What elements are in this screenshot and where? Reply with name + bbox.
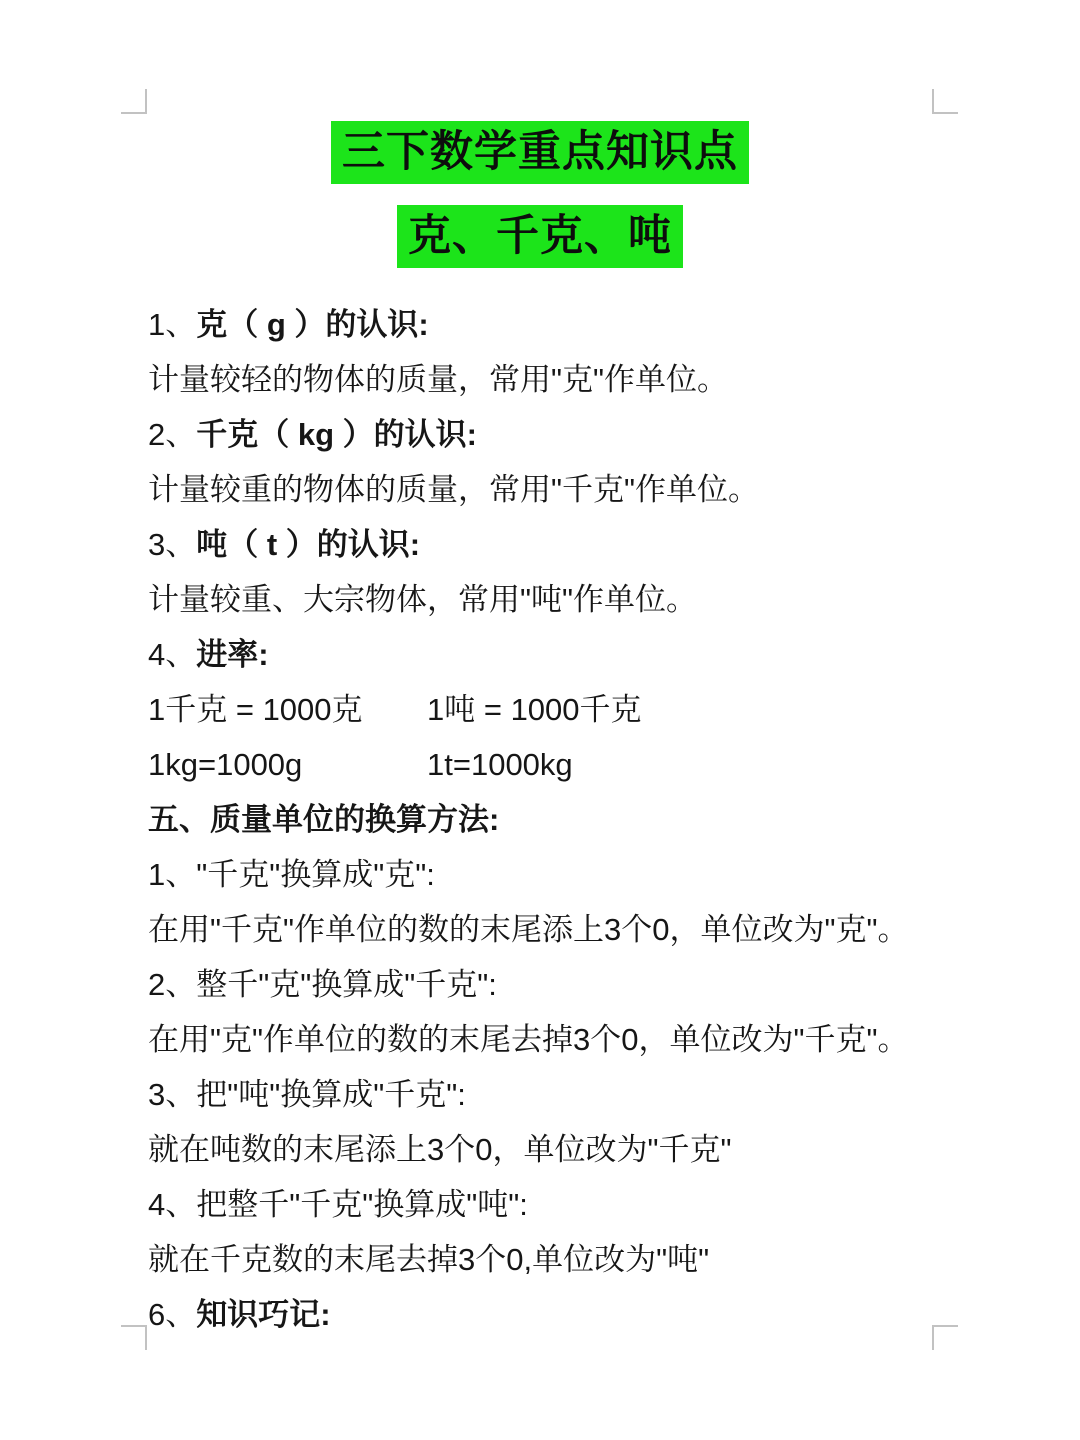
content-line — [148, 517, 948, 572]
line-number-prefix: 2、 — [148, 417, 197, 452]
conversion-formula: 1千克 = 1000克 — [148, 692, 363, 727]
line-text: 克（ g ）的认识: — [196, 307, 429, 342]
line-number-prefix: 4、 — [148, 637, 197, 672]
margin-corner-mark-top-left — [121, 89, 147, 114]
content-line — [148, 1067, 948, 1122]
content-line — [148, 572, 948, 627]
content-line — [148, 627, 948, 682]
content-line — [148, 847, 948, 902]
content-line — [148, 1122, 948, 1177]
content-line — [148, 462, 948, 517]
sub-title: 克、千克、吨 — [397, 205, 683, 268]
line-text: 2、整千"克"换算成"千克": — [148, 967, 497, 1002]
line-text: 3、把"吨"换算成"千克": — [148, 1077, 466, 1112]
title-block — [0, 121, 1080, 289]
content-line — [148, 1012, 948, 1067]
content-line — [148, 407, 948, 462]
content-line — [148, 352, 948, 407]
line-text: 1、"千克"换算成"克": — [148, 857, 435, 892]
content-line — [148, 902, 948, 957]
margin-corner-mark-top-right — [932, 89, 958, 114]
content-line — [148, 957, 948, 1012]
main-title-line — [0, 121, 1080, 184]
line-number-prefix: 3、 — [148, 527, 197, 562]
notes-content — [148, 297, 948, 1342]
content-line — [148, 1232, 948, 1287]
sub-title-line — [0, 205, 1080, 268]
line-text: 进率: — [196, 637, 269, 672]
line-number-prefix: 6、 — [148, 1297, 197, 1332]
conversion-formula: 1吨 = 1000千克 — [427, 692, 642, 727]
content-line — [148, 297, 948, 352]
line-number-prefix: 1、 — [148, 307, 197, 342]
line-text: 千克（ kg ）的认识: — [196, 417, 477, 452]
line-text: 计量较重、大宗物体，常用"吨"作单位。 — [148, 582, 698, 617]
content-line — [148, 737, 948, 792]
line-text: 就在吨数的末尾添上3个0，单位改为"千克" — [148, 1132, 732, 1167]
content-line — [148, 1287, 948, 1342]
line-text: 在用"千克"作单位的数的末尾添上3个0，单位改为"克"。 — [148, 912, 909, 947]
main-title: 三下数学重点知识点 — [331, 121, 749, 184]
line-text: 在用"克"作单位的数的末尾去掉3个0，单位改为"千克"。 — [148, 1022, 909, 1057]
line-text: 五、质量单位的换算方法: — [148, 802, 500, 837]
line-text: 4、把整千"千克"换算成"吨": — [148, 1187, 528, 1222]
content-line — [148, 682, 948, 737]
line-text: 就在千克数的末尾去掉3个0,单位改为"吨" — [148, 1242, 710, 1277]
margin-corner-mark-bottom-left — [121, 1325, 147, 1350]
line-text: 知识巧记: — [196, 1297, 331, 1332]
line-text: 吨（ t ）的认识: — [196, 527, 421, 562]
conversion-formula: 1t=1000kg — [427, 747, 573, 782]
content-line — [148, 792, 948, 847]
conversion-formula: 1kg=1000g — [148, 747, 303, 782]
line-text: 计量较轻的物体的质量，常用"克"作单位。 — [148, 362, 729, 397]
content-line — [148, 1177, 948, 1232]
line-text: 计量较重的物体的质量，常用"千克"作单位。 — [148, 472, 760, 507]
